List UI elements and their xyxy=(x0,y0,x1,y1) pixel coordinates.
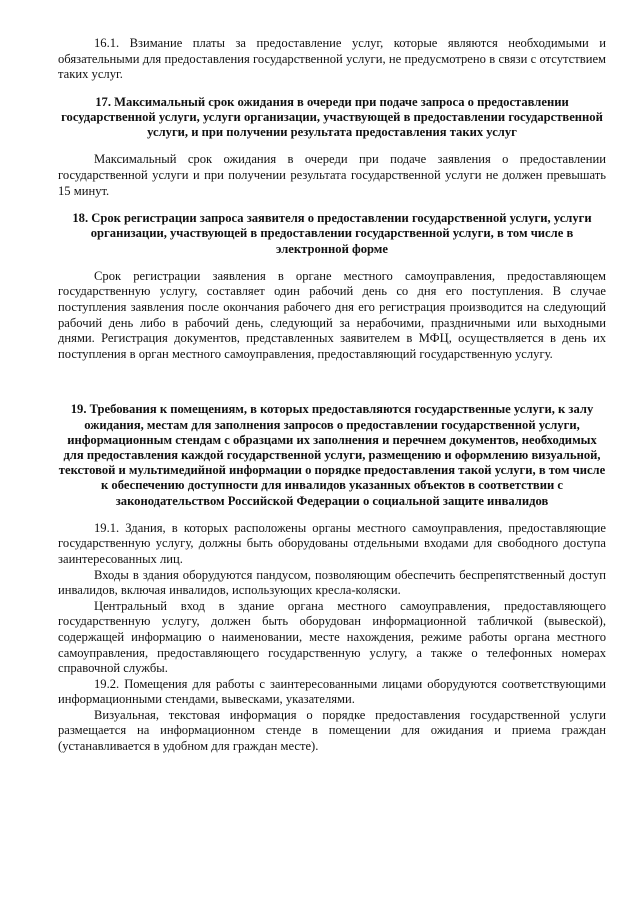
paragraph-19-2: 19.2. Помещения для работы с заинтересованными лицами оборудуются соответствующими информационными стендами, вывесками, указателями. xyxy=(58,676,606,707)
paragraph-17: Максимальный срок ожидания в очереди при подаче заявления о предоставлении государственной услуги и при получении результата государственной услуги не должен превышать 15 минут. xyxy=(58,152,606,198)
paragraph-19-2-visual-info: Визуальная, текстовая информация о порядке предоставления государственной услуги размещается на информационном стенде в помещении для ожидания и приема граждан (устанавливается в удобном для граждан месте). xyxy=(58,707,606,754)
section-19-heading: 19. Требования к помещениям, в которых предоставляются государственные услуги, к залу ожидания, местам для заполнения запросов о предоставлении государственной услуги, информационным стендам с образцами их заполнения и перечнем документов, необходимых для предоставления каждой государственной услуги, размещению и оформлению визуальной, текстовой и мультимедийной информации о порядке предоставления такой услуги, в том числе к обеспечению доступности для инвалидов указанных объектов в соответствии с законодательством Российской Федерации о социальной защите инвалидов xyxy=(58,402,606,508)
section-17-heading: 17. Максимальный срок ожидания в очереди при подаче запроса о предоставлении государственной услуги, услуги организации, участвующей в предоставлении государственной услуги, и при получении результата предоставления таких услуг xyxy=(61,94,603,140)
section-18-heading: 18. Срок регистрации запроса заявителя о предоставлении государственной услуги, услуги организации, участвующей в предоставлении государственной услуги, в том числе в электронной форме xyxy=(72,211,592,256)
paragraph-19-1-entrances: Входы в здания оборудуются пандусом, позволяющим обеспечить беспрепятственный доступ инвалидов, включая инвалидов, использующих кресла-коляски. xyxy=(58,567,606,598)
paragraph-16-1: 16.1. Взимание платы за предоставление услуг, которые являются необходимыми и обязательными для предоставления государственной услуги, не предусмотрено в связи с отсутствием таких услуг. xyxy=(58,36,606,82)
paragraph-19-1: 19.1. Здания, в которых расположены органы местного самоуправления, предоставляющие государственную услугу, должны быть оборудованы отдельными входами для свободного доступа заинтересованных лиц. xyxy=(58,520,606,566)
paragraph-19-1-central-entrance: Центральный вход в здание органа местного самоуправления, предоставляющего государственную услугу, должен быть оборудован информационной табличкой (вывеской), содержащей информацию о наименовании, месте нахождения, режиме работы органа местного самоуправления, предоставляющего государственную услугу, а также о телефонных номерах справочной службы. xyxy=(58,598,606,676)
paragraph-18: Срок регистрации заявления в органе местного самоуправления, предоставляющем государственную услугу, составляет один рабочий день со дня его поступления. В случае поступления заявления после окончания рабочего дня его регистрация производится на следующий рабочий день либо в рабочий день, следующий за нерабочими, праздничными или выходными днями. Регистрация документов, представленных заявителем в МФЦ, осуществляется в день их поступления в орган местного самоуправления, предоставляющий государственную услугу. xyxy=(58,268,606,361)
document-page xyxy=(58,36,606,755)
